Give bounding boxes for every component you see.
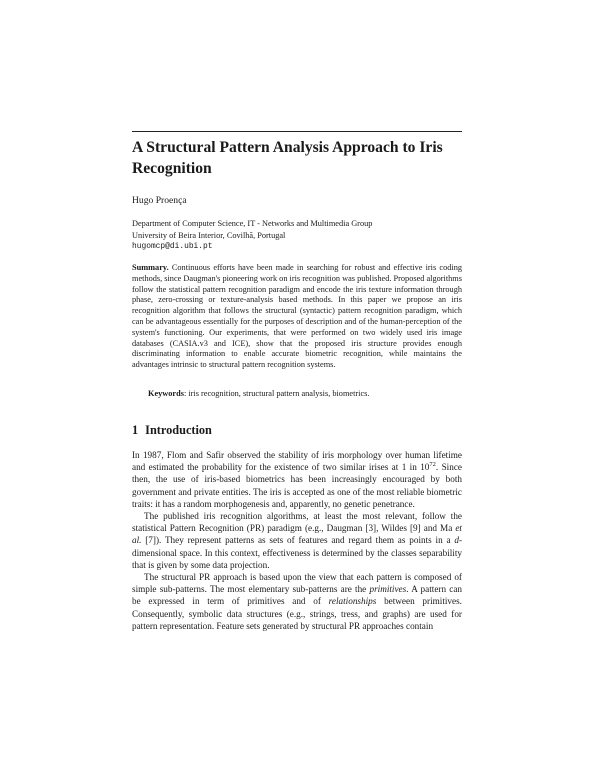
keywords-text: : iris recognition, structural pattern analysis, biometrics.: [183, 389, 370, 398]
paragraph-3-text-a: The structural PR approach is based upon the view that each pattern is composed of simple sub-patterns. The most elementary sub-patterns are the: [132, 572, 462, 595]
paragraph-1-text-b: . Since then, the use of iris-based biometrics has been increasingly encouraged by both government and private entities. The iris is accepted as one of the most reliable biometric traits: it has a random morphogenesis and, apparently, no genetic penetrance.: [132, 462, 462, 509]
et-al: et al.: [132, 523, 462, 546]
paragraph-3-text-b: . A pattern can be expressed in term of primitives and of: [132, 584, 462, 607]
affiliation-department: Department of Computer Science, IT - Networks and Multimedia Group: [132, 219, 373, 228]
primitives-term: primitives: [369, 584, 407, 595]
section-title: Introduction: [145, 423, 212, 437]
abstract-label: Summary.: [132, 263, 169, 272]
affiliation-block: [132, 218, 462, 253]
paragraph-1-text-a: In 1987, Flom and Safir observed the stability of iris morphology over human lifetime and estimated the probability for the existence of two similar irises at 1 in 10: [132, 450, 462, 473]
paper-title: A Structural Pattern Analysis Approach to Iris Recognition: [132, 139, 443, 177]
abstract: [132, 263, 462, 371]
author-name: Hugo Proença: [132, 195, 187, 206]
abstract-text: Continuous efforts have been made in searching for robust and effective iris coding methods, since Daugman's pioneering work on iris recognition was published. Proposed algorithms follow the statistical pattern recognition paradigm and encode the iris texture information through phase, zero-crossing or texture-analysis based methods. In this paper we propose an iris recognition algorithm that follows the structural (syntactic) pattern recognition paradigm, which can be advantageous essentially for the purposes of description and of the human-perception of the system's functioning. Our experiments, that were performed on two widely used iris image databases (CASIA.v3 and ICE), show that the proposed iris structure provides enough discriminating information to enable accurate biometric recognition, while maintains the advantages intrinsic to structural pattern recognition systems.: [132, 263, 462, 370]
paragraph-2-text-c: -dimensional space. In this context, effectiveness is determined by the classes separability that is given by some data projection.: [132, 535, 462, 570]
author-email[interactable]: hugomcp@di.ubi.pt: [132, 242, 213, 252]
keywords: [148, 389, 462, 398]
keywords-label: Keywords: [148, 389, 184, 398]
section-number: 1: [132, 423, 139, 437]
affiliation-university: University of Beira Interior, Covilhã, Portugal: [132, 230, 286, 240]
section-heading: [132, 423, 212, 438]
paragraph-2-text-b: [7]). They represent patterns as sets of features and regard them as points in a: [141, 535, 455, 546]
paragraph-1: [132, 449, 462, 510]
paragraph-3-text-c: between primitives. Consequently, symbolic data structures (e.g., strings, tress, and graphs) are used for pattern representation. Feature sets generated by structural PR approaches contain: [132, 596, 462, 631]
paragraph-3: [132, 571, 462, 632]
paragraph-2-text-a: The published iris recognition algorithms, at least the most relevant, follow the statistical Pattern Recognition (PR) paradigm (e.g., Daugman [3], Wildes [9] and Ma: [132, 511, 462, 534]
d-symbol: d: [454, 535, 459, 546]
body-text: [132, 449, 462, 632]
relationships-term: relationships: [328, 596, 377, 607]
paragraph-2: [132, 510, 462, 571]
exponent: 72: [429, 461, 436, 469]
title-rule: [132, 131, 462, 132]
